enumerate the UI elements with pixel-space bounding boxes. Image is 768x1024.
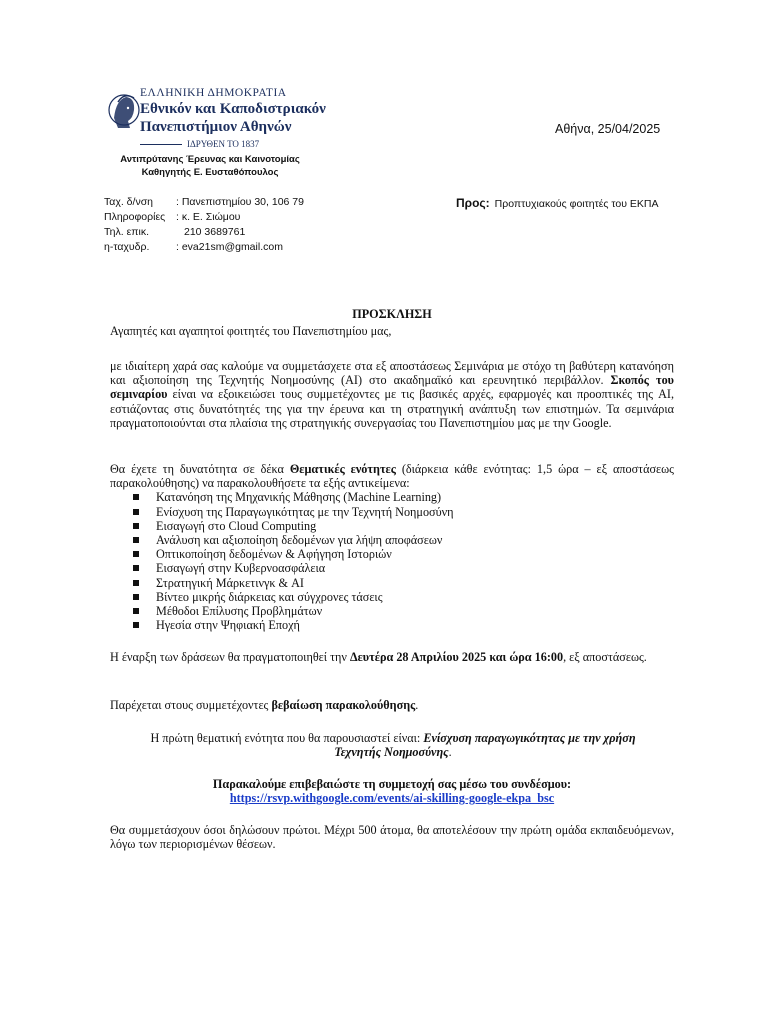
recipient-value: Προπτυχιακούς φοιτητές του ΕΚΠΑ (494, 198, 659, 210)
contact-value: : κ. Ε. Σιώμου (176, 211, 241, 223)
contact-row (104, 240, 304, 255)
logo-university-line1: Εθνικόν και Καποδιστριακόν (140, 101, 326, 117)
paragraph-certificate-text-a: Παρέχεται στους συμμετέχοντες (110, 698, 272, 712)
list-item: Βίντεο μικρής διάρκειας και σύγχρονες τάσεις (156, 590, 674, 604)
paragraph-capacity (110, 823, 674, 851)
paragraph-intro (110, 359, 674, 430)
list-item: Ηγεσία στην Ψηφιακή Εποχή (156, 618, 674, 632)
contact-row (104, 210, 304, 225)
letter-title: ΠΡΟΣΚΛΗΣΗ (352, 307, 432, 321)
greeting-text: Αγαπητές και αγαπητοί φοιτητές του Πανεπιστημίου μας, (110, 324, 392, 338)
paragraph-topics-text-b: (διάρκεια κάθε ενότητας: 1,5 ώρα – εξ αποστάσεως παρακολούθησης) να παρακολουθήσετε τα εξής αντικείμενα: (110, 462, 674, 491)
recipient (456, 196, 659, 210)
paragraph-start-bold: Δευτέρα 28 Απριλίου 2025 και ώρα 16:00 (349, 650, 564, 664)
contact-label: Ταχ. δ/νση (104, 196, 154, 208)
paragraph-intro-bold: Σκοπός του σεμιναρίου (110, 373, 674, 402)
list-item: Κατανόηση της Μηχανικής Μάθησης (Machine Learning) (156, 490, 674, 504)
paragraph-intro-text-a: με ιδιαίτερη χαρά σας καλούμε να συμμετάσχετε στα εξ αποστάσεως Σεμινάρια με στόχο τη βαθύτερη κατανόηση και αξιοποίηση της Τεχνητής Νοημοσύνης (AI) στο ακαδημαϊκό και ερευνητικό περιβάλλον. (110, 359, 674, 388)
list-item: Ανάλυση και αξιοποίηση δεδομένων για λήψη αποφάσεων (156, 533, 674, 547)
contact-label: Τηλ. επικ. (104, 226, 149, 238)
contact-value: : eva21sm@gmail.com (176, 241, 283, 253)
rsvp-link[interactable]: https://rsvp.withgoogle.com/events/ai-skilling-google-ekpa_bsc (229, 791, 555, 806)
contact-block (104, 195, 304, 255)
paragraph-first-topic-text-a: Η πρώτη θεματική ενότητα που θα παρουσιαστεί είναι: (150, 731, 424, 745)
paragraph-certificate-text-b: . (415, 698, 419, 712)
contact-row (104, 195, 304, 210)
paragraph-topics-intro (110, 462, 674, 490)
contact-label: Πληροφορίες (104, 211, 166, 223)
logo-country: ΕΛΛΗΝΙΚΗ ΔΗΜΟΚΡΑΤΙΑ (140, 87, 287, 99)
paragraph-first-topic-bold: Ενίσχυση παραγωγικότητας με την χρήση Τεχνητής Νοημοσύνης (334, 731, 636, 760)
athena-seal-icon (104, 88, 144, 136)
paragraph-topics-bold: Θεματικές ενότητες (289, 462, 396, 476)
university-logo (104, 86, 364, 148)
logo-founded-text: ΙΔΡΥΘΕΝ ΤΟ 1837 (187, 139, 260, 149)
contact-row (104, 225, 304, 240)
rsvp-instruction: Παρακαλούμε επιβεβαιώστε τη συμμετοχή σας μέσω του συνδέσμου: (212, 777, 572, 791)
list-item: Οπτικοποίηση δεδομένων & Αφήγηση Ιστοριών (156, 547, 674, 561)
topics-list (110, 490, 674, 632)
recipient-label: Προς: (456, 196, 490, 210)
paragraph-start-text-a: Η έναρξη των δράσεων θα πραγματοποιηθεί την (110, 650, 350, 664)
contact-value: : Πανεπιστημίου 30, 106 79 (176, 196, 304, 208)
paragraph-first-topic (128, 731, 658, 759)
letter-date: Αθήνα, 25/04/2025 (555, 122, 661, 136)
paragraph-certificate-bold: βεβαίωση παρακολούθησης (271, 698, 416, 712)
paragraph-topics (110, 462, 674, 632)
paragraph-capacity-text: Θα συμμετάσχουν όσοι δηλώσουν πρώτοι. Μέχρι 500 άτομα, θα αποτελέσουν την πρώτη ομάδα εκπαιδευόμενων, λόγω των περιορισμένων θέσεων. (110, 823, 674, 852)
office-line1: Αντιπρύτανης Έρευνας και Καινοτομίας (120, 154, 300, 165)
office-line2: Καθηγητής Ε. Ευσταθόπουλος (141, 167, 279, 178)
paragraph-start-text-b: , εξ αποστάσεως. (563, 650, 647, 664)
logo-university-line2: Πανεπιστήμιον Αθηνών (140, 119, 292, 135)
list-item: Εισαγωγή στο Cloud Computing (156, 519, 674, 533)
office-info (105, 153, 315, 179)
list-item: Ενίσχυση της Παραγωγικότητας με την Τεχνητή Νοημοσύνη (156, 505, 674, 519)
list-item: Εισαγωγή στην Κυβερνοασφάλεια (156, 561, 674, 575)
paragraph-certificate (110, 698, 674, 712)
greeting (110, 324, 674, 338)
contact-label: η-ταχυδρ. (104, 241, 150, 253)
logo-founded (140, 137, 326, 151)
paragraph-start (110, 650, 674, 664)
list-item: Μέθοδοι Επίλυσης Προβλημάτων (156, 604, 674, 618)
paragraph-intro-text-b: είναι να εξοικειώσει τους συμμετέχοντες με τις βασικές αρχές, εφαρμογές και προοπτικές της AI, εστιάζοντας στις δυνατότητές της για την έρευνα και τη στρατηγική ανάπτυξη των επιστημών. Τα σεμινάρια πραγματοποιούνται στα πλαίσια της στρατηγικής συνεργασίας του Πανεπιστημίου μας με την Google. (110, 387, 674, 430)
paragraph-first-topic-text-b: . (448, 745, 452, 760)
logo-rule (140, 144, 182, 145)
list-item: Στρατηγική Μάρκετινγκ & AI (156, 576, 674, 590)
paragraph-topics-text-a: Θα έχετε τη δυνατότητα σε δέκα (110, 462, 290, 476)
contact-value: 210 3689761 (184, 226, 246, 238)
paragraph-rsvp (110, 777, 674, 805)
